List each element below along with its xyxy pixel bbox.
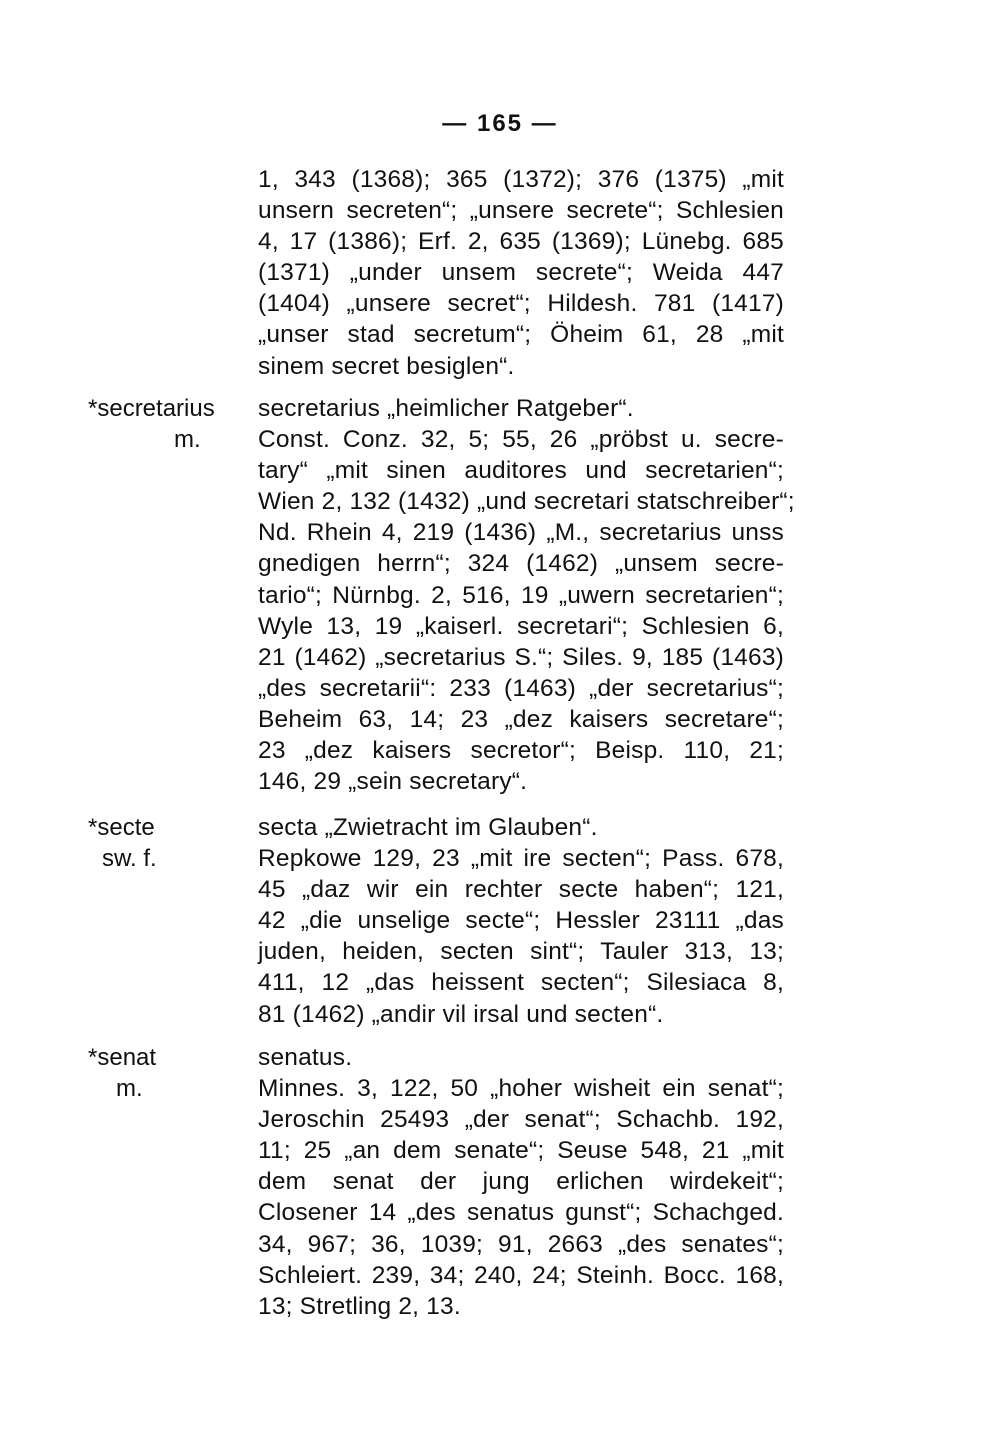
headword-senat [88, 1042, 238, 1104]
entry-definition: senatus. [258, 1044, 353, 1071]
text-line: juden, heiden, secten sint“; Tauler 313, 13; [258, 938, 784, 966]
text-line: Const. Conz. 32, 5; 55, 26 „pröbst u. secre- [258, 426, 784, 454]
text-line: 34, 967; 36, 1039; 91, 2663 „des senates“; [258, 1230, 784, 1258]
text-line: 11; 25 „an dem senate“; Seuse 548, 21 „mit [258, 1137, 784, 1165]
headword-lemma: *secretarius [88, 395, 215, 422]
text-line: 42 „die unselige secte“; Hessler 23111 „das [258, 907, 784, 935]
text-line: unsern secreten“; „unsere secrete“; Schlesien [258, 197, 784, 225]
text-line: 411, 12 „das heissent secten“; Silesiaca 8, [258, 969, 784, 997]
entry-secte [258, 812, 784, 1030]
text-line: 146, 29 „sein secretary“. [258, 768, 528, 796]
text-line: sinem secret besiglen“. [258, 352, 515, 380]
text-line: 21 (1462) „secretarius S.“; Siles. 9, 185 (1463) [258, 643, 784, 671]
text-line: Schleiert. 239, 34; 240, 24; Steinh. Bocc. 168, [258, 1261, 784, 1289]
text-line: 13; Stretling 2, 13. [258, 1292, 461, 1320]
text-line: Wyle 13, 19 „kaiserl. secretari“; Schlesien 6, [258, 612, 784, 640]
entry-definition: secretarius „heimlicher Ratgeber“. [258, 395, 634, 422]
text-line: Repkowe 129, 23 „mit ire secten“; Pass. 678, [258, 845, 784, 873]
text-line: 23 „dez kaisers secretor“; Beisp. 110, 21; [258, 737, 784, 765]
headword-secretarius [88, 393, 238, 455]
text-line: „des secretarii“: 233 (1463) „der secretarius“; [258, 674, 784, 702]
text-line: 81 (1462) „andir vil irsal und secten“. [258, 1000, 664, 1028]
page-number: — 165 — [442, 110, 558, 137]
text-line: Nd. Rhein 4, 219 (1436) „M., secretarius unss [258, 519, 784, 547]
text-line: Minnes. 3, 122, 50 „hoher wisheit ein senat“; [258, 1075, 784, 1103]
text-line: 45 „daz wir ein rechter secte haben“; 121, [258, 876, 784, 904]
text-line: Wien 2, 132 (1432) „und secretari statschreiber“; [258, 488, 795, 516]
text-line: Jeroschin 25493 „der senat“; Schachb. 192, [258, 1106, 784, 1134]
headword-grammar: sw. f. [102, 845, 157, 872]
headword-grammar: m. [116, 1075, 143, 1102]
entry-definition: secta „Zwietracht im Glauben“. [258, 814, 598, 841]
text-line: (1404) „unsere secret“; Hildesh. 781 (1417) [258, 290, 784, 318]
text-line: tario“; Nürnbg. 2, 516, 19 „uwern secretarien“; [258, 581, 784, 609]
headword-lemma: *senat [88, 1044, 157, 1071]
text-line: Closener 14 „des senatus gunst“; Schachged. [258, 1199, 784, 1227]
entry-senat [258, 1042, 784, 1322]
text-line: gnedigen herrn“; 324 (1462) „unsem secre- [258, 550, 784, 578]
text-line: 4, 17 (1386); Erf. 2, 635 (1369); Lünebg. 685 [258, 228, 784, 256]
text-line: Beheim 63, 14; 23 „dez kaisers secretare“; [258, 705, 784, 733]
headword-grammar: m. [174, 426, 201, 453]
text-line: tary“ „mit sinen auditores und secretarien“; [258, 457, 784, 485]
text-line: „unser stad secretum“; Öheim 61, 28 „mit [258, 321, 784, 349]
text-line: dem senat der jung erlichen wirdekeit“; [258, 1168, 784, 1196]
headword-lemma: *secte [88, 814, 155, 841]
entry-secretarius [258, 393, 795, 797]
continuation-text [258, 164, 784, 382]
text-line: (1371) „under unsem secrete“; Weida 447 [258, 259, 784, 287]
text-line: 1, 343 (1368); 365 (1372); 376 (1375) „mit [258, 166, 784, 193]
headword-secte [88, 812, 238, 874]
